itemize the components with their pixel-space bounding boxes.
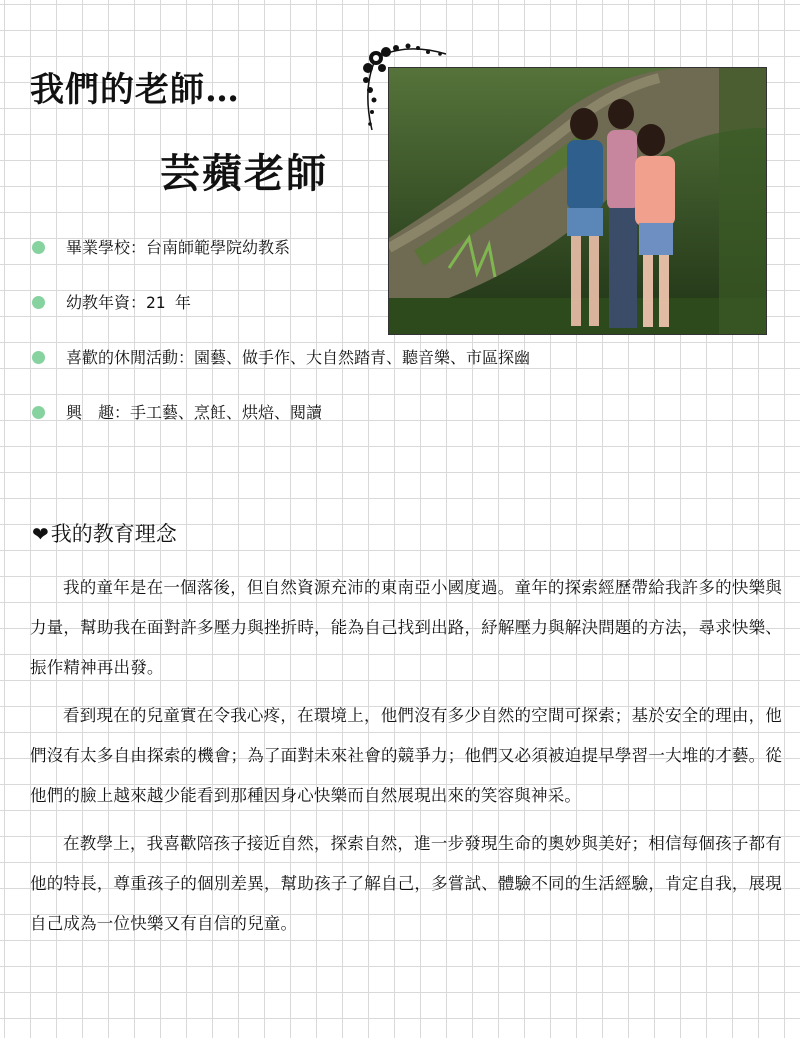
- green-bullet-icon: [32, 406, 45, 419]
- profile-item-school: [32, 238, 530, 258]
- profile-item-interests: [32, 403, 530, 423]
- green-bullet-icon: [32, 351, 45, 364]
- profile-value: 手工藝、烹飪、烘焙、閱讀: [130, 403, 323, 422]
- green-bullet-icon: [32, 296, 45, 309]
- green-bullet-icon: [32, 241, 45, 254]
- profile-list: [32, 238, 530, 458]
- profile-item-leisure: [32, 348, 530, 368]
- profile-value: 21 年: [146, 293, 191, 312]
- profile-label: 喜歡的休閒活動: [66, 348, 179, 367]
- profile-label: 幼教年資: [66, 293, 131, 312]
- heart-icon: ❤: [32, 522, 49, 546]
- paragraph: 我的童年是在一個落後，但自然資源充沛的東南亞小國度過。童年的探索經歷帶給我許多的快樂與力量，幫助我在面對許多壓力與挫折時，能為自己找到出路，紓解壓力與解決問題的方法，尋求快樂、振作精神再出發。: [30, 578, 782, 677]
- profile-item-years: [32, 293, 530, 313]
- philosophy-heading: [32, 520, 177, 548]
- philosophy-title: 我的教育理念: [50, 522, 177, 546]
- profile-value: 台南師範學院幼教系: [146, 238, 291, 257]
- philosophy-body: [30, 568, 782, 952]
- profile-label: 畢業學校: [66, 238, 131, 257]
- separator: ：: [178, 348, 195, 367]
- paragraph: 在教學上，我喜歡陪孩子接近自然，探索自然，進一步發現生命的奧妙與美好；相信每個孩子都有他的特長，尊重孩子的個別差異，幫助孩子了解自己，多嘗試、體驗不同的生活經驗，肯定自我，展現自己成為一位快樂又有自信的兒童。: [30, 834, 782, 933]
- separator: ：: [114, 403, 131, 422]
- profile-value: 園藝、做手作、大自然踏青、聽音樂、市區探幽: [194, 348, 531, 367]
- separator: ：: [130, 293, 147, 312]
- separator: ：: [130, 238, 147, 257]
- teacher-name: 芸蘋老師: [160, 150, 328, 197]
- paragraph: 看到現在的兒童實在令我心疼，在環境上，他們沒有多少自然的空間可探索；基於安全的理由，他們沒有太多自由探索的機會；為了面對未來社會的競爭力；他們又必須被迫提早學習一大堆的才藝。從他們的臉上越來越少能看到那種因身心快樂而自然展現出來的笑容與神采。: [30, 706, 782, 805]
- profile-label: 興 趣: [66, 403, 115, 422]
- page-title: 我們的老師…: [30, 70, 240, 110]
